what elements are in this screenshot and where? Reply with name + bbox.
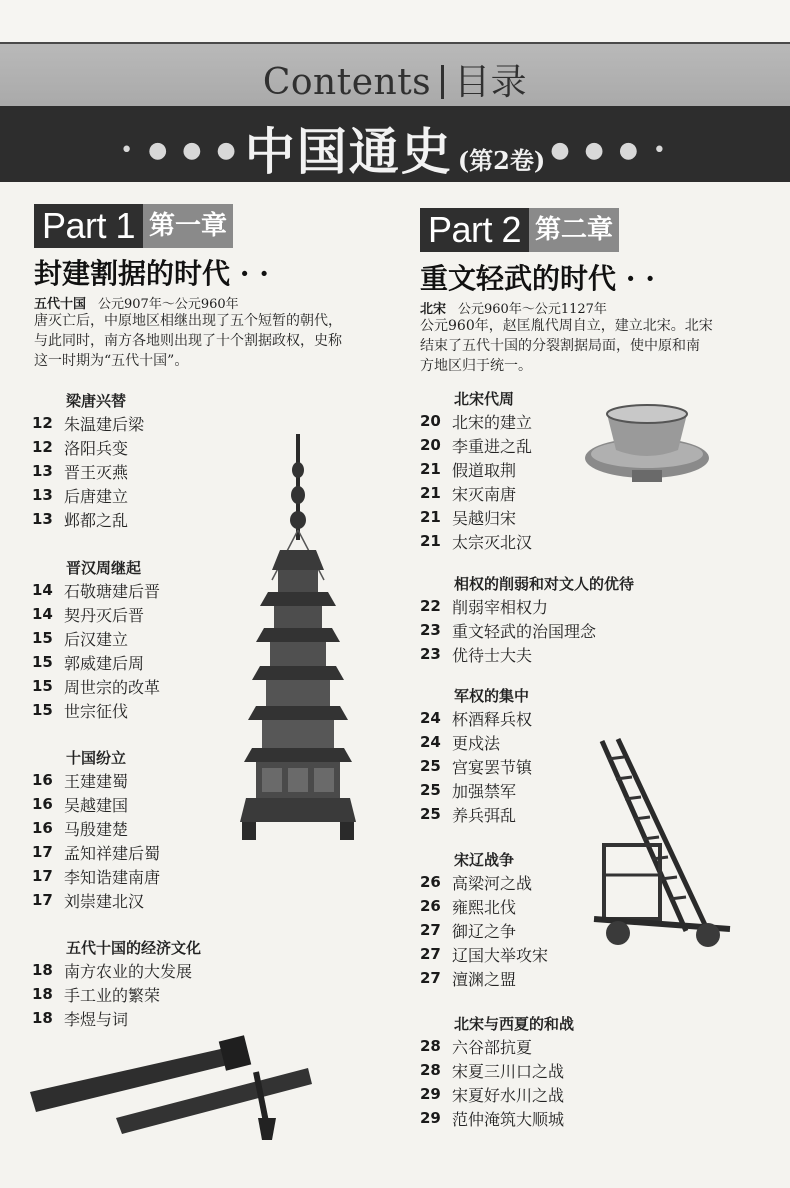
toc-page-number: 29 bbox=[420, 1085, 441, 1103]
dots-left: • ● ● ● bbox=[120, 138, 240, 163]
toc-entry-text: 后唐建立 bbox=[64, 486, 129, 506]
toc-entry[interactable] bbox=[32, 435, 128, 459]
book-volume: (第2卷) bbox=[457, 146, 546, 175]
toc-entry-text: 高梁河之战 bbox=[452, 873, 533, 893]
toc-entry[interactable] bbox=[420, 894, 516, 918]
toc-page-number: 13 bbox=[32, 510, 53, 528]
toc-entry-text: 朱温建后梁 bbox=[64, 414, 145, 434]
toc-page-number: 28 bbox=[420, 1061, 441, 1079]
toc-entry[interactable] bbox=[420, 778, 516, 802]
toc-entry[interactable] bbox=[420, 642, 532, 666]
toc-entry-text: 邺都之乱 bbox=[64, 510, 129, 530]
toc-entry-text: 李知诰建南唐 bbox=[64, 867, 161, 887]
toc-entry[interactable] bbox=[420, 594, 548, 618]
toc-entry-text: 六谷部抗夏 bbox=[452, 1037, 533, 1057]
contents-cn: 目录 bbox=[454, 62, 528, 103]
toc-entry-text: 假道取荆 bbox=[452, 460, 517, 480]
part1-range: 公元907年～公元960年 bbox=[98, 297, 239, 312]
toc-entry[interactable] bbox=[420, 1106, 564, 1130]
toc-entry-text: 更戍法 bbox=[452, 733, 501, 753]
toc-entry[interactable] bbox=[32, 958, 192, 982]
part2-badge bbox=[420, 208, 619, 252]
toc-entry[interactable] bbox=[32, 840, 160, 864]
toc-page-number: 17 bbox=[32, 867, 53, 885]
toc-entry[interactable] bbox=[420, 706, 532, 730]
part1-badge-en: Part 1 bbox=[34, 204, 143, 248]
toc-entry-text: 削弱宰相权力 bbox=[452, 597, 549, 617]
toc-page-number: 18 bbox=[32, 985, 53, 1003]
toc-page-number: 21 bbox=[420, 460, 441, 478]
part2-section-title: 相权的削弱和对文人的优待 bbox=[454, 575, 635, 593]
toc-page-number: 20 bbox=[420, 436, 441, 454]
toc-page-number: 14 bbox=[32, 581, 53, 599]
toc-page-number: 20 bbox=[420, 412, 441, 430]
toc-page-number: 16 bbox=[32, 795, 53, 813]
part1-badge-cn: 第一章 bbox=[143, 204, 233, 248]
toc-entry[interactable] bbox=[420, 754, 532, 778]
toc-page-number: 28 bbox=[420, 1037, 441, 1055]
toc-page-number: 26 bbox=[420, 897, 441, 915]
toc-page-number: 15 bbox=[32, 701, 53, 719]
part2-section-title: 军权的集中 bbox=[454, 687, 530, 705]
toc-page-number: 15 bbox=[32, 629, 53, 647]
toc-entry[interactable] bbox=[420, 1058, 564, 1082]
toc-entry[interactable] bbox=[420, 529, 532, 553]
toc-entry-text: 宋夏三川口之战 bbox=[452, 1061, 565, 1081]
contents-heading bbox=[0, 54, 790, 105]
toc-page-number: 22 bbox=[420, 597, 441, 615]
toc-entry-text: 契丹灭后晋 bbox=[64, 605, 145, 625]
toc-page-number: 21 bbox=[420, 532, 441, 550]
toc-entry[interactable] bbox=[420, 1082, 564, 1106]
toc-entry-text: 马殷建楚 bbox=[64, 819, 129, 839]
toc-entry[interactable] bbox=[420, 481, 516, 505]
toc-entry[interactable] bbox=[420, 918, 516, 942]
toc-entry-text: 范仲淹筑大顺城 bbox=[452, 1109, 565, 1129]
part2-section-title: 北宋代周 bbox=[454, 390, 515, 408]
part2-intro bbox=[420, 316, 760, 376]
toc-page-number: 17 bbox=[32, 891, 53, 909]
toc-page-number: 17 bbox=[32, 843, 53, 861]
toc-page-number: 18 bbox=[32, 961, 53, 979]
toc-entry[interactable] bbox=[32, 888, 144, 912]
part2-title: 重文轻武的时代 · · bbox=[420, 262, 655, 295]
toc-entry[interactable] bbox=[32, 698, 128, 722]
toc-entry[interactable] bbox=[420, 433, 532, 457]
part2-range: 公元960年～公元1127年 bbox=[458, 302, 607, 317]
part2-intro-line: 方地区归于统一。 bbox=[420, 358, 532, 374]
sword-illustration bbox=[26, 1032, 316, 1142]
toc-page-number: 27 bbox=[420, 969, 441, 987]
toc-page-number: 16 bbox=[32, 771, 53, 789]
toc-entry-text: 孟知祥建后蜀 bbox=[64, 843, 161, 863]
part1-intro bbox=[34, 311, 384, 371]
toc-entry[interactable] bbox=[32, 602, 144, 626]
toc-entry-text: 杯酒释兵权 bbox=[452, 709, 533, 729]
toc-page-number: 12 bbox=[32, 438, 53, 456]
part2-badge-en: Part 2 bbox=[420, 208, 529, 252]
toc-entry-text: 御辽之争 bbox=[452, 921, 517, 941]
toc-entry-text: 晋王灭燕 bbox=[64, 462, 129, 482]
toc-entry[interactable] bbox=[420, 1034, 532, 1058]
toc-entry-text: 刘崇建北汉 bbox=[64, 891, 145, 911]
toc-entry[interactable] bbox=[420, 457, 516, 481]
part2-intro-line: 结束了五代十国的分裂割据局面，使中原和南 bbox=[420, 338, 700, 354]
part2-badge-cn: 第二章 bbox=[529, 208, 619, 252]
toc-entry-text: 澶渊之盟 bbox=[452, 969, 517, 989]
part1-badge bbox=[34, 204, 233, 248]
toc-entry-text: 周世宗的改革 bbox=[64, 677, 161, 697]
toc-page-number: 27 bbox=[420, 921, 441, 939]
part1-intro-line: 这一时期为“五代十国”。 bbox=[34, 353, 189, 369]
toc-entry[interactable] bbox=[420, 505, 516, 529]
toc-page-number: 25 bbox=[420, 781, 441, 799]
bowl-illustration bbox=[582, 400, 712, 490]
toc-entry-text: 养兵弭乱 bbox=[452, 805, 517, 825]
toc-entry[interactable] bbox=[420, 618, 596, 642]
toc-page-number: 13 bbox=[32, 486, 53, 504]
toc-entry-text: 石敬瑭建后晋 bbox=[64, 581, 161, 601]
contents-en: Contents bbox=[262, 62, 432, 103]
toc-entry-text: 优待士大夫 bbox=[452, 645, 533, 665]
book-title bbox=[0, 112, 790, 184]
part2-intro-line: 公元960年，赵匡胤代周自立，建立北宋。北宋 bbox=[420, 318, 713, 334]
toc-page-number: 15 bbox=[32, 653, 53, 671]
toc-entry[interactable] bbox=[32, 626, 128, 650]
toc-entry-text: 后汉建立 bbox=[64, 629, 129, 649]
toc-entry[interactable] bbox=[32, 578, 160, 602]
toc-entry-text: 洛阳兵变 bbox=[64, 438, 129, 458]
toc-entry[interactable] bbox=[32, 459, 128, 483]
toc-entry-text: 李煜与词 bbox=[64, 1009, 129, 1029]
part2-section-title: 北宋与西夏的和战 bbox=[454, 1015, 575, 1033]
part1-title: 封建割据的时代 · · bbox=[34, 257, 269, 290]
part1-section-title: 五代十国的经济文化 bbox=[66, 939, 202, 957]
part1-section-title: 梁唐兴替 bbox=[66, 392, 127, 410]
book-title-main: 中国通史 bbox=[244, 122, 453, 181]
toc-page-number: 27 bbox=[420, 945, 441, 963]
toc-entry[interactable] bbox=[32, 674, 160, 698]
dots-right: ● ● ● • bbox=[550, 138, 670, 163]
part1-era-line bbox=[34, 293, 239, 312]
toc-entry[interactable] bbox=[32, 411, 144, 435]
pagoda-illustration bbox=[228, 430, 368, 850]
toc-entry[interactable] bbox=[32, 650, 144, 674]
toc-entry[interactable] bbox=[32, 864, 160, 888]
toc-entry-text: 吴越归宋 bbox=[452, 508, 517, 528]
toc-entry-text: 北宋的建立 bbox=[452, 412, 533, 432]
toc-entry-text: 宋灭南唐 bbox=[452, 484, 517, 504]
toc-page-number: 15 bbox=[32, 677, 53, 695]
toc-entry-text: 加强禁军 bbox=[452, 781, 517, 801]
toc-page-number: 23 bbox=[420, 645, 441, 663]
toc-entry[interactable] bbox=[420, 409, 532, 433]
toc-entry[interactable] bbox=[32, 1006, 128, 1030]
part1-section-title: 十国纷立 bbox=[66, 749, 127, 767]
toc-page-number: 16 bbox=[32, 819, 53, 837]
toc-page-number: 21 bbox=[420, 484, 441, 502]
part2-era: 北宋 bbox=[420, 302, 447, 317]
siege-ladder-illustration bbox=[590, 735, 740, 950]
toc-entry-text: 宫宴罢节镇 bbox=[452, 757, 533, 777]
toc-entry[interactable] bbox=[420, 942, 548, 966]
toc-entry-text: 重文轻武的治国理念 bbox=[452, 621, 597, 641]
toc-entry[interactable] bbox=[420, 870, 532, 894]
toc-entry-text: 王建建蜀 bbox=[64, 771, 129, 791]
toc-entry-text: 宋夏好水川之战 bbox=[452, 1085, 565, 1105]
part1-section-title: 晋汉周继起 bbox=[66, 559, 142, 577]
toc-page-number: 24 bbox=[420, 709, 441, 727]
toc-page-number: 18 bbox=[32, 1009, 53, 1027]
toc-entry-text: 辽国大举攻宋 bbox=[452, 945, 549, 965]
toc-page-number: 24 bbox=[420, 733, 441, 751]
toc-entry-text: 李重进之乱 bbox=[452, 436, 533, 456]
toc-entry[interactable] bbox=[32, 483, 128, 507]
toc-page-number: 23 bbox=[420, 621, 441, 639]
toc-entry-text: 太宗灭北汉 bbox=[452, 532, 533, 552]
toc-entry-text: 郭威建后周 bbox=[64, 653, 145, 673]
toc-entry-text: 南方农业的大发展 bbox=[64, 961, 193, 981]
toc-page-number: 13 bbox=[32, 462, 53, 480]
toc-entry[interactable] bbox=[420, 966, 516, 990]
toc-entry-text: 手工业的繁荣 bbox=[64, 985, 161, 1005]
toc-page-number: 12 bbox=[32, 414, 53, 432]
part1-intro-line: 与此同时，南方各地则出现了十个割据政权，史称 bbox=[34, 333, 342, 349]
toc-page-number: 26 bbox=[420, 873, 441, 891]
toc-entry[interactable] bbox=[420, 730, 500, 754]
title-divider bbox=[441, 65, 444, 99]
toc-entry-text: 吴越建国 bbox=[64, 795, 129, 815]
page-top-margin bbox=[0, 0, 790, 42]
part1-era: 五代十国 bbox=[34, 297, 87, 312]
part1-intro-line: 唐灭亡后，中原地区相继出现了五个短暂的朝代， bbox=[34, 313, 342, 329]
toc-entry[interactable] bbox=[32, 768, 128, 792]
toc-entry[interactable] bbox=[420, 802, 516, 826]
toc-entry[interactable] bbox=[32, 792, 128, 816]
toc-page-number: 14 bbox=[32, 605, 53, 623]
toc-page-number: 29 bbox=[420, 1109, 441, 1127]
toc-page-number: 21 bbox=[420, 508, 441, 526]
toc-entry-text: 世宗征伐 bbox=[64, 701, 129, 721]
toc-entry[interactable] bbox=[32, 982, 160, 1006]
toc-entry[interactable] bbox=[32, 507, 128, 531]
toc-entry[interactable] bbox=[32, 816, 128, 840]
part2-section-title: 宋辽战争 bbox=[454, 851, 515, 869]
part2-era-line bbox=[420, 298, 607, 317]
toc-page-number: 25 bbox=[420, 805, 441, 823]
toc-entry-text: 雍熙北伐 bbox=[452, 897, 517, 917]
toc-page-number: 25 bbox=[420, 757, 441, 775]
